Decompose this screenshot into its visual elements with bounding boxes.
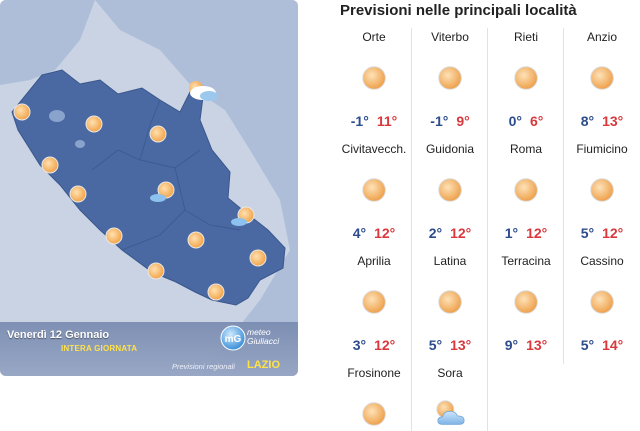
city-name: Civitavecch. — [341, 142, 407, 156]
map-sun-icon — [188, 232, 204, 248]
map-sun-icon — [106, 228, 122, 244]
temperature-range — [336, 113, 412, 129]
brand-line-2: Giuliacci — [247, 336, 280, 346]
forecast-title: Previsioni nelle principali località — [340, 2, 577, 19]
min-temperature: -1° — [430, 113, 449, 129]
city-forecast-cell — [412, 140, 488, 252]
sun-icon — [360, 399, 390, 429]
city-forecast-cell — [336, 364, 412, 431]
temperature-range — [564, 225, 640, 241]
city-name: Viterbo — [431, 30, 469, 44]
sun-icon — [512, 63, 542, 93]
max-temperature: 14° — [602, 337, 624, 353]
temperature-range — [488, 113, 564, 129]
map-sun-icon — [148, 263, 164, 279]
temperature-range — [488, 337, 564, 353]
map-sun-icon — [14, 104, 30, 120]
city-name: Terracina — [501, 254, 551, 268]
max-temperature: 13° — [450, 337, 472, 353]
map-sun-icon — [250, 250, 266, 266]
sun-cloud-icon — [436, 399, 466, 429]
max-temperature: 12° — [450, 225, 472, 241]
city-name: Frosinone — [347, 366, 401, 380]
forecast-date: Venerdì 12 Gennaio — [7, 329, 110, 341]
region-caption: Previsioni regionali — [172, 362, 235, 371]
city-name: Cassino — [580, 254, 624, 268]
temperature-range — [412, 225, 488, 241]
temperature-range — [412, 337, 488, 353]
sun-icon — [436, 287, 466, 317]
max-temperature: 12° — [374, 225, 396, 241]
city-forecast-cell — [412, 364, 488, 431]
map-sun-icon — [150, 126, 166, 142]
min-temperature: 0° — [508, 113, 522, 129]
map-sun-icon — [70, 186, 86, 202]
city-forecast-cell — [336, 140, 412, 252]
min-temperature: -1° — [350, 113, 369, 129]
max-temperature: 12° — [374, 337, 396, 353]
map-sun-icon — [208, 284, 224, 300]
lake — [49, 110, 65, 122]
city-name: Aprilia — [357, 254, 391, 268]
temperature-range — [488, 225, 564, 241]
city-name: Anzio — [586, 30, 618, 44]
sun-icon — [588, 287, 618, 317]
min-temperature: 5° — [580, 225, 595, 241]
city-name: Rieti — [513, 30, 538, 44]
lake — [75, 140, 85, 148]
map-footer — [0, 322, 298, 376]
sun-icon — [512, 287, 542, 317]
max-temperature: 13° — [602, 113, 624, 129]
temperature-range — [336, 337, 412, 353]
city-name: Latina — [433, 254, 467, 268]
svg-text:mG: mG — [224, 334, 242, 345]
city-forecast-cell — [488, 140, 564, 252]
temperature-range — [412, 113, 488, 129]
sun-icon — [436, 63, 466, 93]
city-forecast-cell — [564, 140, 640, 252]
city-forecast-cell — [336, 28, 412, 140]
city-forecast-cell — [412, 252, 488, 364]
max-temperature: 11° — [376, 113, 398, 129]
brand-name — [247, 328, 279, 346]
max-temperature: 6° — [530, 113, 544, 129]
city-name: Roma — [509, 142, 542, 156]
city-forecast-cell — [564, 252, 640, 364]
min-temperature: 5° — [580, 337, 595, 353]
sun-icon — [360, 63, 390, 93]
min-temperature: 2° — [428, 225, 443, 241]
city-forecast-cell — [488, 28, 564, 140]
sun-icon — [360, 287, 390, 317]
region-map — [0, 0, 298, 376]
min-temperature: 4° — [352, 225, 367, 241]
sun-icon — [588, 175, 618, 205]
sun-icon — [588, 63, 618, 93]
city-name: Guidonia — [425, 142, 475, 156]
temperature-range — [564, 113, 640, 129]
city-forecast-cell — [336, 252, 412, 364]
city-name: Sora — [437, 366, 463, 380]
sun-icon — [360, 175, 390, 205]
min-temperature: 1° — [504, 225, 519, 241]
min-temperature: 9° — [504, 337, 519, 353]
sun-icon — [436, 175, 466, 205]
min-temperature: 3° — [352, 337, 367, 353]
min-temperature: 8° — [580, 113, 595, 129]
map-sun-icon — [42, 157, 58, 173]
map-graphic — [0, 0, 298, 376]
max-temperature: 12° — [526, 225, 548, 241]
city-name: Orte — [362, 30, 386, 44]
region-name: LAZIO — [247, 359, 280, 371]
city-forecast-cell — [488, 252, 564, 364]
temperature-range — [564, 337, 640, 353]
max-temperature: 13° — [526, 337, 548, 353]
forecast-period: INTERA GIORNATA — [61, 344, 138, 353]
brand-line-1: meteo — [247, 327, 271, 337]
map-sun-icon — [86, 116, 102, 132]
max-temperature: 9° — [456, 113, 470, 129]
max-temperature: 12° — [602, 225, 624, 241]
temperature-range — [336, 225, 412, 241]
city-forecast-cell — [564, 28, 640, 140]
city-forecast-cell — [412, 28, 488, 140]
meteo-giuliacci-logo — [220, 325, 246, 351]
sun-icon — [512, 175, 542, 205]
min-temperature: 5° — [428, 337, 443, 353]
city-name: Fiumicino — [576, 142, 628, 156]
